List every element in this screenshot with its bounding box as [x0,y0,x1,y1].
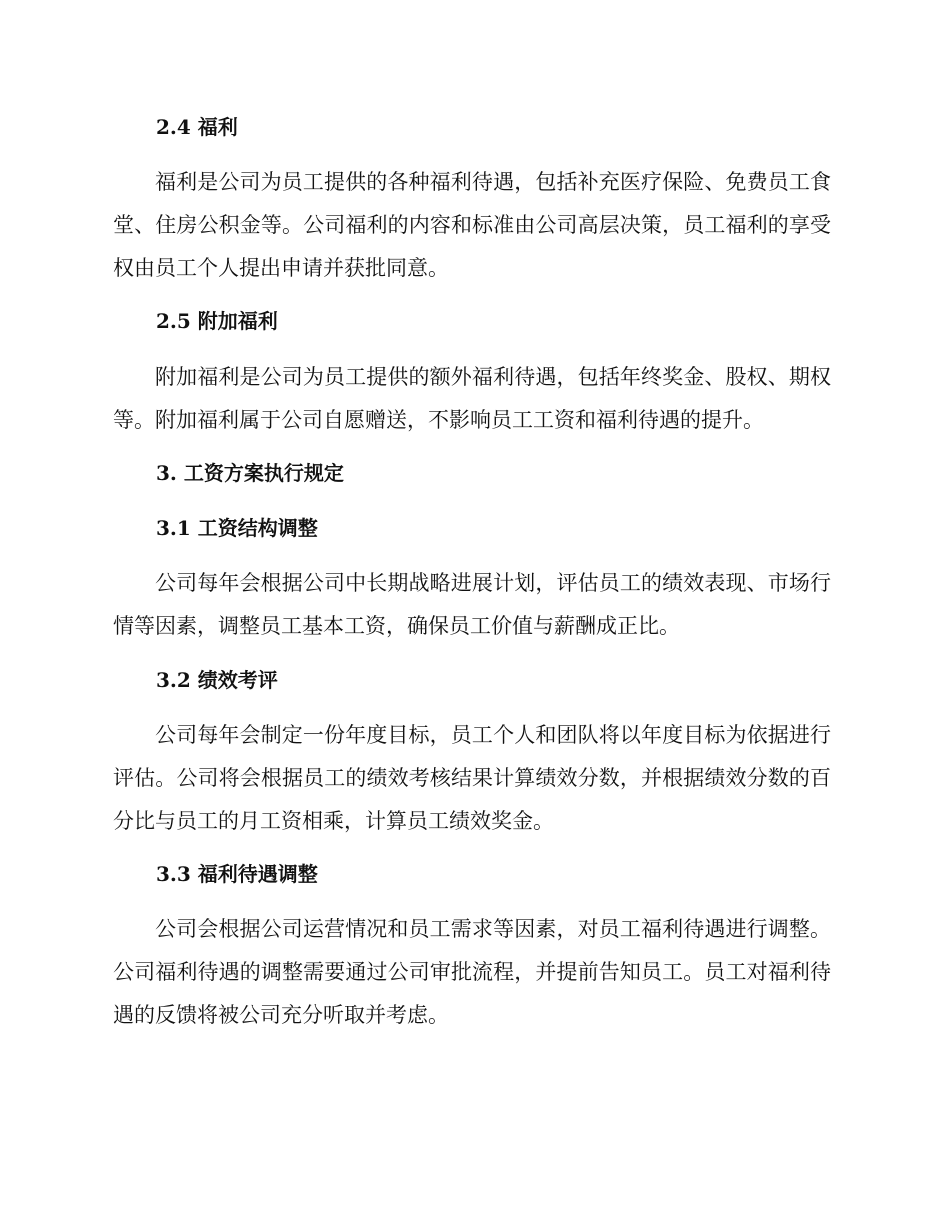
section-heading-2-5: 2.5 附加福利 [156,309,278,333]
section-body-3-1: 公司每年会根据公司中长期战略进展计划，评估员工的绩效表现、市场行情等因素，调整员工基本工资，确保员工价值与薪酬成正比。 [113,571,831,638]
section-heading-3-2: 3.2 绩效考评 [156,668,278,692]
section-body-3-2: 公司每年会制定一份年度目标，员工个人和团队将以年度目标为依据进行评估。公司将会根据员工的绩效考核结果计算绩效分数，并根据绩效分数的百分比与员工的月工资相乘，计算员工绩效奖金。 [113,723,831,833]
section-heading-3: 3. 工资方案执行规定 [156,461,344,485]
section-body-3-3: 公司会根据公司运营情况和员工需求等因素，对员工福利待遇进行调整。公司福利待遇的调整需要通过公司审批流程，并提前告知员工。员工对福利待遇的反馈将被公司充分听取并考虑。 [113,917,831,1027]
section-body-2-5: 附加福利是公司为员工提供的额外福利待遇，包括年终奖金、股权、期权等。附加福利属于公司自愿赠送，不影响员工工资和福利待遇的提升。 [113,365,831,432]
section-heading-3-3: 3.3 福利待遇调整 [156,862,318,886]
section-heading-3-1: 3.1 工资结构调整 [156,516,318,540]
section-body-2-4: 福利是公司为员工提供的各种福利待遇，包括补充医疗保险、免费员工食堂、住房公积金等。公司福利的内容和标准由公司高层决策，员工福利的享受权由员工个人提出申请并获批同意。 [113,170,831,280]
section-heading-2-4: 2.4 福利 [156,115,238,139]
